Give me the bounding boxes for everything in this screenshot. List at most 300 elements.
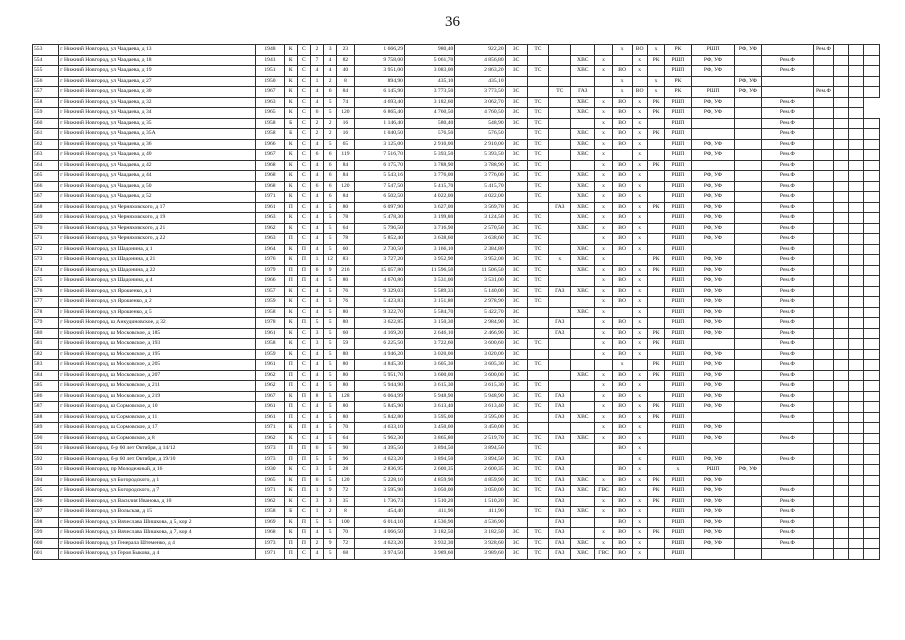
table-cell: 6 xyxy=(324,171,337,182)
row-number-cell: 584 xyxy=(33,370,59,381)
table-cell: ТС xyxy=(527,538,549,549)
table-cell: ГАЗ xyxy=(549,412,571,423)
table-cell: РШП xyxy=(665,307,691,318)
table-cell: К xyxy=(284,528,297,539)
table-cell: х xyxy=(595,528,613,539)
row-number-cell: 572 xyxy=(33,244,59,255)
table-cell: РК xyxy=(647,108,665,119)
table-cell: РФ, УФ xyxy=(691,276,735,287)
table-cell: ГАЗ xyxy=(549,328,571,339)
table-cell: С xyxy=(297,381,310,392)
table-row xyxy=(33,87,880,98)
table-cell xyxy=(833,108,848,119)
table-cell: Рем.Ф xyxy=(761,433,814,444)
table-cell xyxy=(864,318,880,329)
table-cell: х xyxy=(595,97,613,108)
table-cell: ГАЗ xyxy=(549,202,571,213)
table-cell: 5 xyxy=(324,339,337,350)
table-cell xyxy=(864,549,880,560)
table-cell: С xyxy=(297,234,310,245)
table-cell: РШП xyxy=(665,328,691,339)
table-cell xyxy=(735,276,761,287)
table-cell: Рем.Ф xyxy=(761,202,814,213)
table-cell: ТС xyxy=(527,139,549,150)
table-cell: 435,10 xyxy=(455,76,505,87)
table-cell: 3 613,40 xyxy=(404,402,454,413)
table-cell xyxy=(814,454,834,465)
table-cell xyxy=(571,328,595,339)
table-cell xyxy=(864,538,880,549)
table-cell xyxy=(549,444,571,455)
table-cell xyxy=(814,76,834,87)
table-cell: ТС xyxy=(527,118,549,129)
table-cell xyxy=(527,76,549,87)
table-cell: Рем.Ф xyxy=(761,108,814,119)
table-cell: П xyxy=(297,255,310,266)
table-cell: 1979 xyxy=(256,265,284,276)
table-cell: Рем.Ф xyxy=(761,297,814,308)
table-cell: РК xyxy=(647,97,665,108)
table-cell: РФ, УФ xyxy=(691,139,735,150)
address-cell: г Нижний Новгород, ул Чаадаева, д 35А xyxy=(59,129,256,140)
table-cell: РШП xyxy=(665,507,691,518)
table-cell: 11 506,50 xyxy=(455,265,505,276)
table-cell: 576,50 xyxy=(455,129,505,140)
address-cell: г Нижний Новгород, ул Ярошенко, д 1 xyxy=(59,286,256,297)
table-cell: 3 894,50 xyxy=(455,444,505,455)
table-cell: 60 xyxy=(337,328,355,339)
table-cell xyxy=(814,423,834,434)
table-cell: 3 727,20 xyxy=(354,255,404,266)
table-cell: 5 951,70 xyxy=(354,370,404,381)
table-cell: С xyxy=(297,349,310,360)
table-row xyxy=(33,181,880,192)
table-cell xyxy=(864,160,880,171)
table-row xyxy=(33,423,880,434)
table-cell: х xyxy=(632,160,647,171)
table-cell: РФ, УФ xyxy=(691,496,735,507)
table-cell: Б xyxy=(284,118,297,129)
table-cell: П xyxy=(284,370,297,381)
table-cell: 5 xyxy=(310,517,323,528)
table-cell: х xyxy=(647,45,665,56)
table-cell xyxy=(849,496,864,507)
table-cell xyxy=(549,192,571,203)
address-cell: г Нижний Новгород, ш Московское, д 211 xyxy=(59,381,256,392)
table-cell: 5 xyxy=(324,517,337,528)
table-cell: РФ, УФ xyxy=(691,223,735,234)
table-cell xyxy=(571,45,595,56)
table-cell: 4 169,20 xyxy=(354,328,404,339)
table-cell: П xyxy=(284,538,297,549)
table-cell xyxy=(849,286,864,297)
table-cell: ВО xyxy=(612,465,632,476)
table-cell xyxy=(833,423,848,434)
table-cell: 4 xyxy=(310,433,323,444)
address-cell: г Нижний Новгород, б-р 60 лет Октября, д 14/12 xyxy=(59,444,256,455)
table-cell: х xyxy=(632,139,647,150)
table-cell: ТС xyxy=(527,234,549,245)
table-cell: х xyxy=(595,181,613,192)
table-cell: х xyxy=(632,181,647,192)
table-cell xyxy=(849,129,864,140)
table-cell: 84 xyxy=(337,87,355,98)
table-cell: х xyxy=(595,496,613,507)
table-cell: Рем.Ф xyxy=(761,360,814,371)
table-cell xyxy=(647,465,665,476)
table-cell xyxy=(549,370,571,381)
table-row xyxy=(33,192,880,203)
table-cell: 7 516,70 xyxy=(354,150,404,161)
table-cell: х xyxy=(595,423,613,434)
table-cell: Рем.Ф xyxy=(761,486,814,497)
table-cell: 6 xyxy=(324,181,337,192)
table-cell: 4 536,90 xyxy=(455,517,505,528)
table-cell: РШП xyxy=(665,381,691,392)
table-cell: К xyxy=(284,55,297,66)
table-cell: ВО xyxy=(612,202,632,213)
table-cell: Рем.Ф xyxy=(761,213,814,224)
table-cell: РШП xyxy=(665,412,691,423)
table-cell: К xyxy=(284,171,297,182)
table-cell: 84 xyxy=(337,160,355,171)
table-cell: х xyxy=(632,465,647,476)
table-cell: ТС xyxy=(527,244,549,255)
table-cell: РШП xyxy=(665,181,691,192)
table-cell: К xyxy=(284,181,297,192)
table-cell: 4 623,20 xyxy=(354,538,404,549)
table-cell: С xyxy=(297,328,310,339)
table-cell: 1958 xyxy=(256,307,284,318)
address-cell: г Нижний Новгород, ул Вячеслава Шишкова, д 5, кор 2 xyxy=(59,517,256,528)
row-number-cell: 597 xyxy=(33,507,59,518)
table-cell xyxy=(549,381,571,392)
table-cell: 4 xyxy=(310,244,323,255)
table-cell: х xyxy=(632,297,647,308)
table-cell: РФ, УФ xyxy=(691,55,735,66)
table-cell xyxy=(833,475,848,486)
table-cell: 4 xyxy=(310,160,323,171)
table-cell: 78 xyxy=(337,234,355,245)
table-cell: ХВС xyxy=(571,55,595,66)
row-number-cell: 577 xyxy=(33,297,59,308)
table-cell xyxy=(833,318,848,329)
table-cell: ЗС xyxy=(505,276,527,287)
table-cell: 74 xyxy=(337,97,355,108)
table-cell: РШП xyxy=(665,528,691,539)
table-cell: ХВС xyxy=(571,66,595,77)
table-cell: ТС xyxy=(527,433,549,444)
table-cell xyxy=(612,255,632,266)
table-cell xyxy=(549,223,571,234)
table-cell: 5 xyxy=(324,234,337,245)
table-cell: ВО xyxy=(612,328,632,339)
table-cell xyxy=(833,433,848,444)
table-cell xyxy=(735,549,761,560)
table-cell: ТС xyxy=(527,391,549,402)
table-cell xyxy=(735,381,761,392)
table-cell xyxy=(833,76,848,87)
row-number-cell: 594 xyxy=(33,475,59,486)
table-cell: П xyxy=(297,423,310,434)
table-cell xyxy=(647,181,665,192)
table-cell: РШП xyxy=(665,265,691,276)
table-cell: ХВС xyxy=(571,507,595,518)
table-row xyxy=(33,118,880,129)
table-cell xyxy=(864,465,880,476)
table-row xyxy=(33,150,880,161)
table-cell xyxy=(527,412,549,423)
table-cell: ТС xyxy=(527,507,549,518)
table-cell: РК xyxy=(647,528,665,539)
table-cell xyxy=(691,76,735,87)
table-cell: ЗС xyxy=(505,160,527,171)
table-cell: 4 xyxy=(310,297,323,308)
table-cell xyxy=(833,496,848,507)
table-cell: х xyxy=(595,244,613,255)
table-cell: 6 xyxy=(310,181,323,192)
table-cell: К xyxy=(284,517,297,528)
table-cell xyxy=(549,76,571,87)
table-cell: П xyxy=(297,517,310,528)
table-cell: ГАЗ xyxy=(549,507,571,518)
table-cell: х xyxy=(595,160,613,171)
table-cell: С xyxy=(297,87,310,98)
table-cell: ХВС xyxy=(571,475,595,486)
table-row xyxy=(33,139,880,150)
table-row xyxy=(33,223,880,234)
table-cell xyxy=(814,55,834,66)
table-cell: РФ, УФ xyxy=(691,297,735,308)
table-cell: ТС xyxy=(527,150,549,161)
row-number-cell: 573 xyxy=(33,255,59,266)
table-cell: 4 xyxy=(310,360,323,371)
table-cell: 1968 xyxy=(256,160,284,171)
table-cell: ВО xyxy=(612,486,632,497)
table-cell: С xyxy=(297,55,310,66)
table-cell xyxy=(571,318,595,329)
table-cell xyxy=(814,381,834,392)
table-cell: Рем.Ф xyxy=(761,118,814,129)
table-cell xyxy=(864,402,880,413)
table-cell: 5 xyxy=(324,276,337,287)
table-cell: ВО xyxy=(612,496,632,507)
table-cell: ТС xyxy=(527,223,549,234)
table-cell xyxy=(571,402,595,413)
table-cell xyxy=(549,339,571,350)
table-cell: 1958 xyxy=(256,118,284,129)
table-cell: ХВС xyxy=(571,433,595,444)
table-cell: 5 944,90 xyxy=(354,381,404,392)
table-cell: ХВС xyxy=(571,549,595,560)
table-cell: х xyxy=(612,360,632,371)
table-cell: ЗС xyxy=(505,370,527,381)
table-cell: х xyxy=(632,276,647,287)
table-cell: 5 948,90 xyxy=(455,391,505,402)
table-cell: ЗС xyxy=(505,307,527,318)
table-cell xyxy=(814,528,834,539)
table-cell xyxy=(833,349,848,360)
table-cell: 3 638,60 xyxy=(455,234,505,245)
table-cell xyxy=(735,244,761,255)
table-cell xyxy=(864,360,880,371)
table-cell: 3 600,00 xyxy=(404,370,454,381)
table-cell: С xyxy=(297,192,310,203)
table-cell: 3 974,50 xyxy=(354,549,404,560)
address-cell: г Нижний Новгород, ул Чаадаева, д 52 xyxy=(59,192,256,203)
table-cell xyxy=(612,150,632,161)
row-number-cell: 567 xyxy=(33,192,59,203)
table-row xyxy=(33,528,880,539)
table-cell xyxy=(571,76,595,87)
address-cell: г Нижний Новгород, ул Ярошенко, д 2 xyxy=(59,297,256,308)
table-cell xyxy=(849,538,864,549)
table-cell: ХВС xyxy=(571,150,595,161)
table-cell: РК xyxy=(665,87,691,98)
table-cell xyxy=(612,55,632,66)
table-cell: РК xyxy=(647,475,665,486)
table-row xyxy=(33,318,880,329)
table-cell xyxy=(833,370,848,381)
table-cell: РФ, УФ xyxy=(691,318,735,329)
table-cell xyxy=(571,528,595,539)
table-cell: ТС xyxy=(527,255,549,266)
table-cell: П xyxy=(284,265,297,276)
table-cell: С xyxy=(297,66,310,77)
table-cell xyxy=(735,255,761,266)
table-cell: 3 605,30 xyxy=(404,360,454,371)
table-cell xyxy=(735,391,761,402)
table-cell xyxy=(691,412,735,423)
table-cell xyxy=(505,507,527,518)
table-cell: РШП xyxy=(691,87,735,98)
table-cell: РФ, УФ xyxy=(691,171,735,182)
table-cell xyxy=(814,223,834,234)
table-cell xyxy=(735,286,761,297)
table-cell: 90 xyxy=(337,444,355,455)
table-cell: С xyxy=(297,223,310,234)
table-cell xyxy=(864,475,880,486)
table-cell xyxy=(595,76,613,87)
address-cell: г Нижний Новгород, ул Богородского, д 7 xyxy=(59,486,256,497)
table-cell: 80 xyxy=(337,202,355,213)
table-cell: 1963 xyxy=(256,213,284,224)
table-cell: РФ, УФ xyxy=(691,454,735,465)
table-row xyxy=(33,402,880,413)
table-cell xyxy=(571,381,595,392)
address-cell: г Нижний Новгород, ш Сормовское, д 10 xyxy=(59,402,256,413)
table-cell: х xyxy=(632,402,647,413)
table-cell: 5 xyxy=(324,318,337,329)
table-cell: ТС xyxy=(527,171,549,182)
table-cell: РК xyxy=(647,328,665,339)
address-cell: г Нижний Новгород, ул Вольская, д 15 xyxy=(59,507,256,518)
table-cell: ВО xyxy=(612,412,632,423)
table-cell xyxy=(735,160,761,171)
table-cell: х xyxy=(595,234,613,245)
table-cell: 5 423,83 xyxy=(354,297,404,308)
table-cell: Рем.Ф xyxy=(761,276,814,287)
table-cell xyxy=(833,286,848,297)
table-cell: 5 xyxy=(324,297,337,308)
address-cell: г Нижний Новгород, ш Московское, д 185 xyxy=(59,328,256,339)
table-cell: К xyxy=(284,108,297,119)
table-cell xyxy=(527,328,549,339)
table-cell: РФ, УФ xyxy=(735,76,761,87)
table-cell xyxy=(833,402,848,413)
table-cell xyxy=(735,55,761,66)
table-cell: ГАЗ xyxy=(549,496,571,507)
table-cell: 3 788,90 xyxy=(455,160,505,171)
table-cell: х xyxy=(632,339,647,350)
table-cell: 4 xyxy=(310,307,323,318)
table-cell: РШП xyxy=(665,223,691,234)
table-cell: П xyxy=(284,454,297,465)
table-cell xyxy=(833,55,848,66)
table-cell: ГАЗ xyxy=(549,538,571,549)
row-number-cell: 575 xyxy=(33,276,59,287)
table-cell xyxy=(735,297,761,308)
table-cell: х xyxy=(595,507,613,518)
table-cell: ВО xyxy=(612,139,632,150)
table-cell: х xyxy=(632,202,647,213)
table-cell: 5 061,70 xyxy=(404,55,454,66)
table-cell xyxy=(647,538,665,549)
table-cell xyxy=(549,360,571,371)
table-cell: 12 xyxy=(324,255,337,266)
table-cell: РФ, УФ xyxy=(691,150,735,161)
table-cell: 3 166,10 xyxy=(404,244,454,255)
table-cell: К xyxy=(284,286,297,297)
table-cell: РФ, УФ xyxy=(691,370,735,381)
table-cell xyxy=(647,307,665,318)
row-number-cell: 560 xyxy=(33,118,59,129)
table-cell: 80 xyxy=(337,276,355,287)
table-cell xyxy=(864,528,880,539)
table-cell xyxy=(849,444,864,455)
table-cell xyxy=(864,244,880,255)
table-cell xyxy=(549,129,571,140)
table-cell: ВО xyxy=(632,45,647,56)
table-cell: ТС xyxy=(527,465,549,476)
table-cell xyxy=(833,234,848,245)
table-cell: Рем.Ф xyxy=(761,181,814,192)
table-cell xyxy=(647,507,665,518)
table-cell: х xyxy=(595,370,613,381)
table-cell: Рем.Ф xyxy=(761,307,814,318)
table-cell: ЗС xyxy=(505,97,527,108)
table-cell xyxy=(833,328,848,339)
table-cell: 1962 xyxy=(256,370,284,381)
table-cell: 3 776,00 xyxy=(404,171,454,182)
table-cell: 3 xyxy=(324,45,337,56)
table-cell: 5 xyxy=(324,97,337,108)
table-cell xyxy=(814,150,834,161)
table-cell: ХВС xyxy=(571,370,595,381)
table-cell xyxy=(833,213,848,224)
table-cell: РК xyxy=(665,76,691,87)
table-cell: 4 xyxy=(310,66,323,77)
table-cell: 4 xyxy=(310,202,323,213)
table-cell xyxy=(571,517,595,528)
table-cell: 2 978,90 xyxy=(455,297,505,308)
address-cell: г Нижний Новгород, ул Черняховского, д 19 xyxy=(59,213,256,224)
table-cell: РФ, УФ xyxy=(735,465,761,476)
table-cell xyxy=(833,87,848,98)
table-cell: ХВС xyxy=(571,171,595,182)
table-cell xyxy=(691,444,735,455)
table-cell: ТС xyxy=(527,160,549,171)
